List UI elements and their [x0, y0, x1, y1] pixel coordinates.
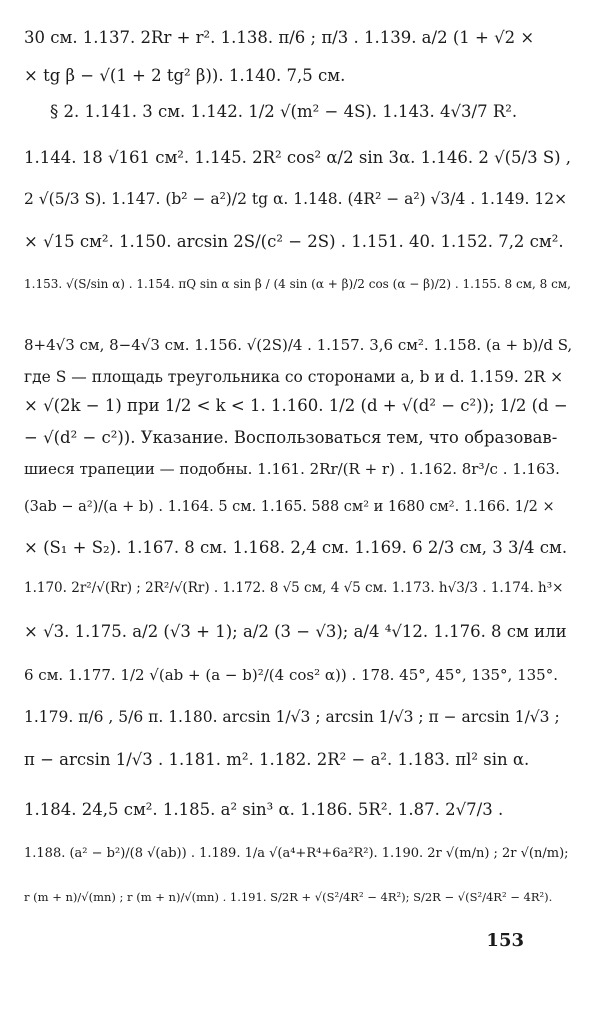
- text-line: 2 √(5/3 S). 1.147. (b² − a²)/2 tg α. 1.148. (4R² − a²) √3/4 . 1.149. 12×: [24, 190, 568, 208]
- text-line: 1.179. π/6 , 5/6 π. 1.180. arcsin 1/√3 ; arcsin 1/√3 ; π − arcsin 1/√3 ;: [24, 708, 560, 726]
- text-line: × tg β − √(1 + 2 tg² β)). 1.140. 7,5 см.: [24, 66, 346, 85]
- text-line: 1.153. √(S/sin α) . 1.154. πQ sin α sin β / (4 sin (α + β)/2 cos (α − β)/2) . 1.155. 8 см, 8 см,: [24, 278, 571, 291]
- text-line: § 2. 1.141. 3 см. 1.142. 1/2 √(m² − 4S). 1.143. 4√3/7 R².: [50, 102, 518, 121]
- text-line: 30 см. 1.137. 2Rr + r². 1.138. π/6 ; π/3 . 1.139. a/2 (1 + √2 ×: [24, 28, 535, 47]
- text-line: π − arcsin 1/√3 . 1.181. m². 1.182. 2R² − a². 1.183. πl² sin α.: [24, 750, 530, 769]
- text-line: (3ab − a²)/(a + b) . 1.164. 5 см. 1.165. 588 см² и 1680 см². 1.166. 1/2 ×: [24, 499, 555, 515]
- text-line: 1.170. 2r²/√(Rr) ; 2R²/√(Rr) . 1.172. 8 √5 см, 4 √5 см. 1.173. h√3/3 . 1.174. h³×: [24, 580, 564, 596]
- text-line: 1.144. 18 √161 см². 1.145. 2R² cos² α/2 sin 3α. 1.146. 2 √(5/3 S) ,: [24, 148, 572, 167]
- text-line: r (m + n)/√(mn) ; r (m + n)/√(mn) . 1.191. S/2R + √(S²/4R² − 4R²); S/2R − √(S²/4R² − 4R²).: [24, 890, 553, 904]
- text-line: 1.188. (a² − b²)/(8 √(ab)) . 1.189. 1/a √(a⁴+R⁴+6a²R²). 1.190. 2r √(m/n) ; 2r √(n/m);: [24, 846, 569, 861]
- text-line: × √3. 1.175. a/2 (√3 + 1); a/2 (3 − √3); a/4 ⁴√12. 1.176. 8 см или: [24, 622, 567, 641]
- text-line: 8+4√3 см, 8−4√3 см. 1.156. √(2S)/4 . 1.157. 3,6 см². 1.158. (a + b)/d S,: [24, 336, 572, 354]
- text-line: × √(2k − 1) при 1/2 < k < 1. 1.160. 1/2 (d + √(d² − c²)); 1/2 (d −: [24, 396, 568, 415]
- text-line: 1.184. 24,5 см². 1.185. a² sin³ α. 1.186. 5R². 1.87. 2√7/3 .: [24, 800, 504, 819]
- text-line: − √(d² − c²)). Указание. Воспользоваться тем, что образовав-: [24, 428, 558, 447]
- text-line: 6 см. 1.177. 1/2 √(ab + (a − b)²/(4 cos² α)) . 178. 45°, 45°, 135°, 135°.: [24, 666, 558, 684]
- text-line: × (S₁ + S₂). 1.167. 8 см. 1.168. 2,4 см. 1.169. 6 2/3 см, 3 3/4 см.: [24, 538, 568, 557]
- text-line: шиеся трапеции — подобны. 1.161. 2Rr/(R + r) . 1.162. 8r³/c . 1.163.: [24, 460, 560, 478]
- text-line: × √15 см². 1.150. arcsin 2S/(c² − 2S) . 1.151. 40. 1.152. 7,2 см².: [24, 232, 564, 251]
- page-number: 153: [486, 930, 524, 951]
- text-line: где S — площадь треугольника со сторонами a, b и d. 1.159. 2R ×: [24, 368, 564, 386]
